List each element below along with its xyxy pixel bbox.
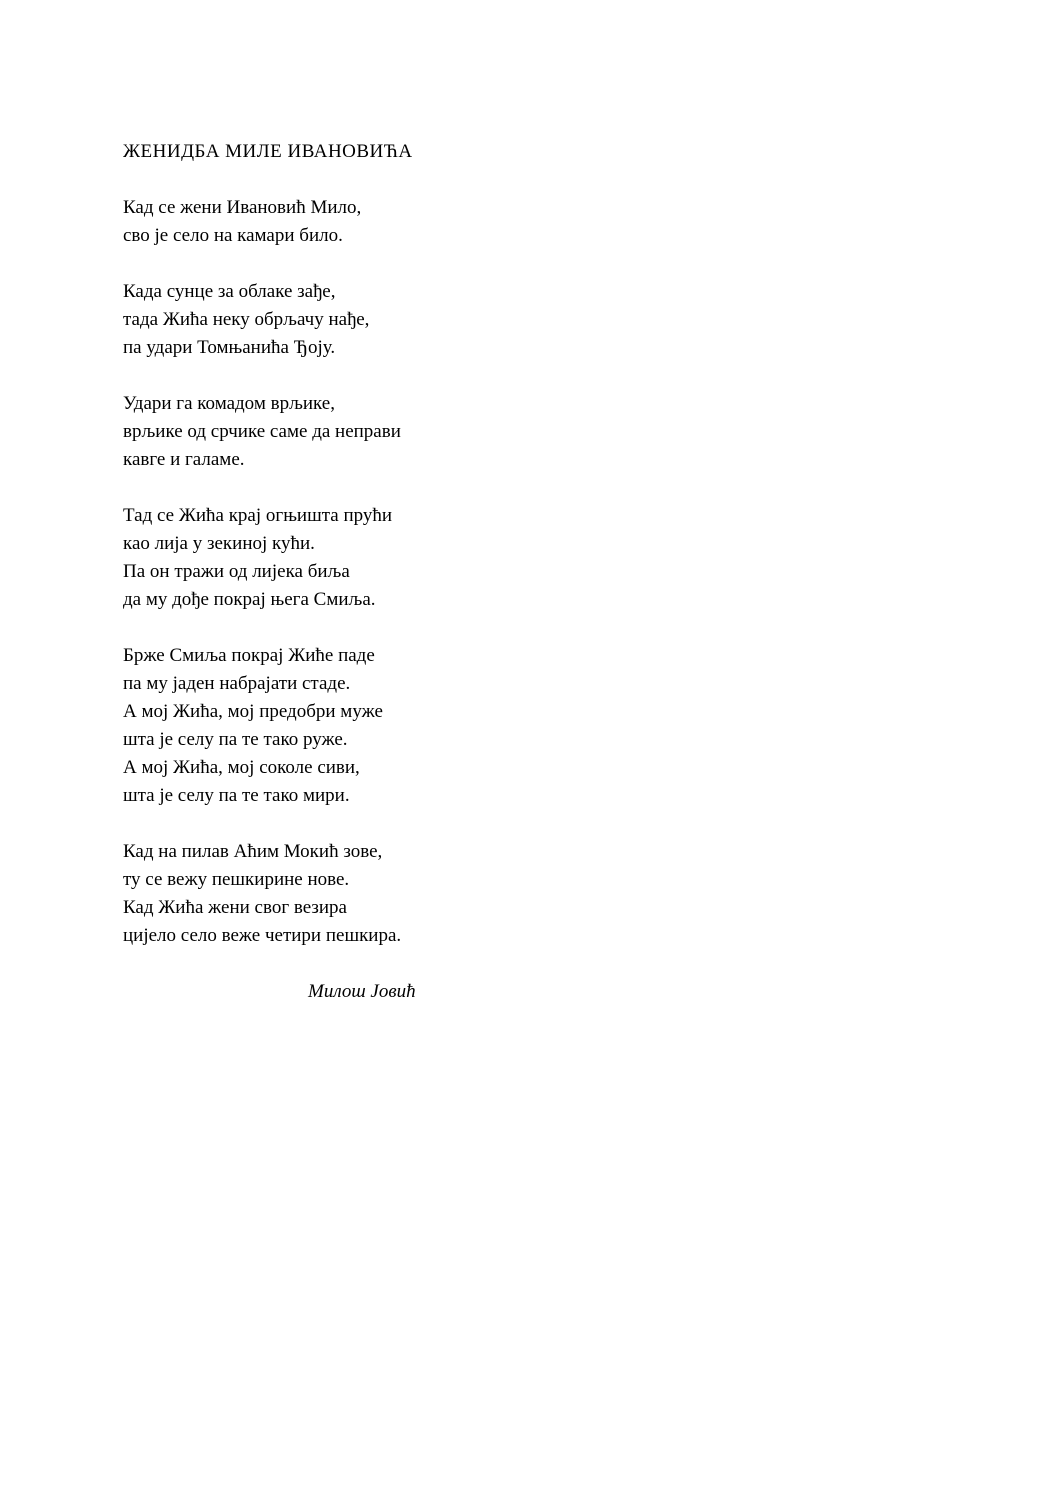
poem-line: Тад се Жића крај огњишта прући (123, 505, 393, 526)
poem-content (123, 138, 883, 1006)
poem-line: Кад на пилав Аћим Мокић зове, (123, 841, 383, 862)
poem-line: сво је село на камари било. (123, 225, 343, 246)
poem-line: шта је селу па те тако руже. (123, 729, 348, 750)
poem-line: Када сунце за облаке зађе, (123, 281, 336, 302)
poem-line: Брже Смиља покрај Жиће паде (123, 645, 375, 666)
poem-line: да му дође покрај њега Смиља. (123, 589, 376, 610)
author-signature: Милош Јовић (308, 981, 416, 1002)
poem-line: Кад се жени Ивановић Мило, (123, 197, 362, 218)
poem-line: па му јаден набрајати стаде. (123, 673, 351, 694)
poem-stanza-6 (123, 838, 883, 950)
poem-title: ЖЕНИДБА МИЛЕ ИВАНОВИЋА (123, 141, 413, 162)
poem-line: шта је селу па те тако мири. (123, 785, 350, 806)
poem-stanza-1 (123, 194, 883, 250)
poem-stanza-4 (123, 502, 883, 614)
poem-line: као лија у зекиној кући. (123, 533, 315, 554)
poem-line: па удари Томњанића Ђоју. (123, 337, 336, 358)
poem-line: ту се вежу пешкирине нове. (123, 869, 350, 890)
poem-line: А мој Жића, мој соколе сиви, (123, 757, 360, 778)
poem-line: Па он тражи од лијека биља (123, 561, 350, 582)
poem-line: кавге и галаме. (123, 449, 245, 470)
poem-stanza-3 (123, 390, 883, 474)
poem-line: цијело село веже четири пешкира. (123, 925, 402, 946)
poem-line: тада Жића неку обрљачу нађе, (123, 309, 370, 330)
poem-stanza-5 (123, 642, 883, 810)
poem-line: Удари га комадом врљике, (123, 393, 335, 414)
poem-stanza-2 (123, 278, 883, 362)
poem-line: А мој Жића, мој предобри муже (123, 701, 383, 722)
poem-line: Кад Жића жени свог везира (123, 897, 347, 918)
poem-line: врљике од срчике саме да неправи (123, 421, 401, 442)
